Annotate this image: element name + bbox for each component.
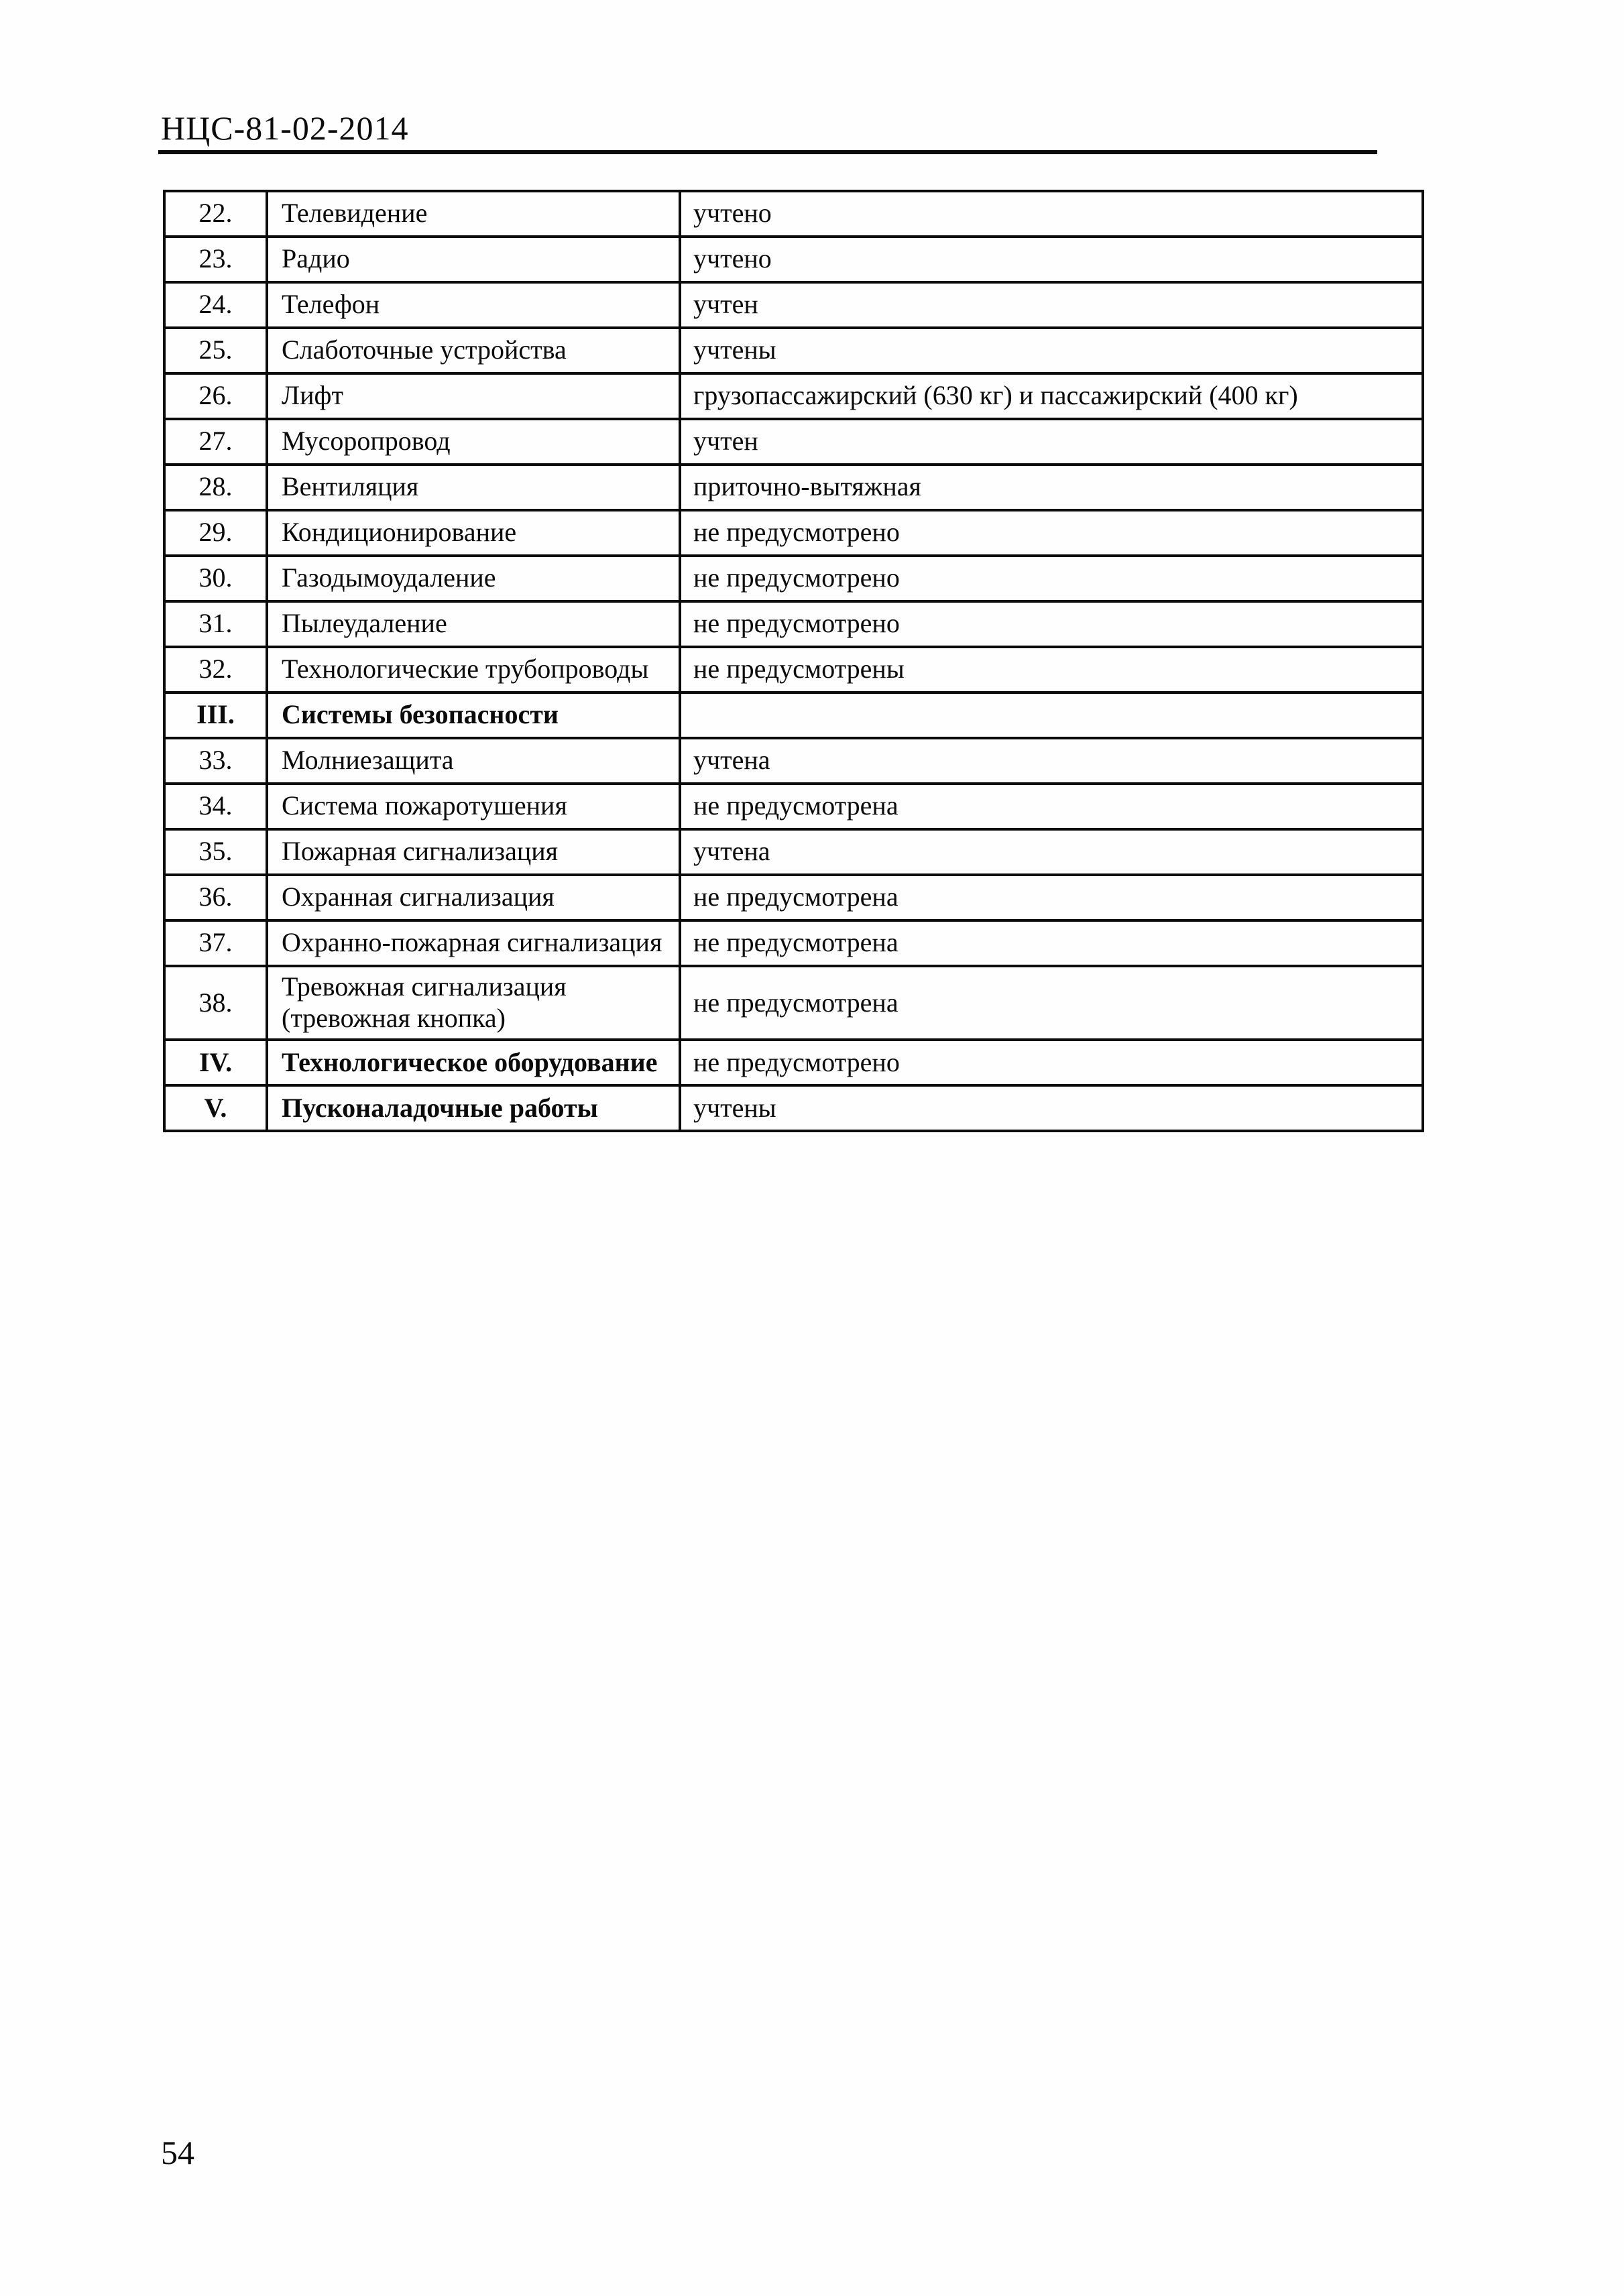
table-row bbox=[164, 601, 1423, 647]
row-value-cell: не предусмотрено bbox=[680, 601, 1423, 647]
table-row bbox=[164, 465, 1423, 510]
row-number-cell: 22. bbox=[164, 191, 267, 237]
table-row bbox=[164, 692, 1423, 738]
table-row bbox=[164, 647, 1423, 692]
table-row bbox=[164, 373, 1423, 419]
row-value-cell: грузопассажирский (630 кг) и пассажирский (400 кг) bbox=[680, 373, 1423, 419]
row-value-cell: учтена bbox=[680, 829, 1423, 875]
table-row bbox=[164, 966, 1423, 1040]
row-label-cell: Газодымоудаление bbox=[267, 556, 680, 601]
table-row bbox=[164, 920, 1423, 966]
table-row bbox=[164, 875, 1423, 920]
row-label-cell: Мусоропровод bbox=[267, 419, 680, 465]
row-value-cell: не предусмотрена bbox=[680, 875, 1423, 920]
row-number-cell: 35. bbox=[164, 829, 267, 875]
row-value-cell: учтен bbox=[680, 419, 1423, 465]
row-value-cell: не предусмотрены bbox=[680, 647, 1423, 692]
row-label-cell: Молниезащита bbox=[267, 738, 680, 784]
row-value-cell: приточно-вытяжная bbox=[680, 465, 1423, 510]
row-label-cell: Телефон bbox=[267, 282, 680, 328]
row-number-cell: 32. bbox=[164, 647, 267, 692]
row-value-cell: не предусмотрена bbox=[680, 966, 1423, 1040]
table-row bbox=[164, 1040, 1423, 1085]
row-label-cell: Пылеудаление bbox=[267, 601, 680, 647]
row-label-cell: Системы безопасности bbox=[267, 692, 680, 738]
row-value-cell: учтено bbox=[680, 191, 1423, 237]
row-label-cell: Охранно-пожарная сигнализация bbox=[267, 920, 680, 966]
row-number-cell: 38. bbox=[164, 966, 267, 1040]
row-number-cell: III. bbox=[164, 692, 267, 738]
row-number-cell: 36. bbox=[164, 875, 267, 920]
table-row bbox=[164, 829, 1423, 875]
spec-table-body bbox=[164, 191, 1423, 1131]
table-row bbox=[164, 328, 1423, 373]
row-label-cell: Лифт bbox=[267, 373, 680, 419]
row-value-cell: учтен bbox=[680, 282, 1423, 328]
row-value-cell bbox=[680, 692, 1423, 738]
table-row bbox=[164, 191, 1423, 237]
row-number-cell: 24. bbox=[164, 282, 267, 328]
row-value-cell: не предусмотрено bbox=[680, 1040, 1423, 1085]
row-label-cell: Кондиционирование bbox=[267, 510, 680, 556]
row-number-cell: 25. bbox=[164, 328, 267, 373]
row-label-cell: Тревожная сигнализация (тревожная кнопка) bbox=[267, 966, 680, 1040]
row-label-cell: Охранная сигнализация bbox=[267, 875, 680, 920]
row-number-cell: 37. bbox=[164, 920, 267, 966]
document-code-header: НЦС-81-02-2014 bbox=[161, 109, 409, 147]
row-label-cell: Радио bbox=[267, 237, 680, 282]
table-row bbox=[164, 237, 1423, 282]
row-number-cell: 23. bbox=[164, 237, 267, 282]
row-label-cell: Система пожаротушения bbox=[267, 784, 680, 829]
table-row bbox=[164, 738, 1423, 784]
row-label-cell: Слаботочные устройства bbox=[267, 328, 680, 373]
row-number-cell: 34. bbox=[164, 784, 267, 829]
row-value-cell: не предусмотрено bbox=[680, 556, 1423, 601]
table-row bbox=[164, 510, 1423, 556]
row-label-cell: Пожарная сигнализация bbox=[267, 829, 680, 875]
row-number-cell: 30. bbox=[164, 556, 267, 601]
row-label-cell: Пусконаладочные работы bbox=[267, 1085, 680, 1131]
page-number: 54 bbox=[161, 2134, 194, 2171]
row-value-cell: не предусмотрено bbox=[680, 510, 1423, 556]
table-row bbox=[164, 1085, 1423, 1131]
table-row bbox=[164, 419, 1423, 465]
table-row bbox=[164, 282, 1423, 328]
row-number-cell: 26. bbox=[164, 373, 267, 419]
row-number-cell: 28. bbox=[164, 465, 267, 510]
row-number-cell: 27. bbox=[164, 419, 267, 465]
row-label-cell: Технологическое оборудование bbox=[267, 1040, 680, 1085]
row-value-cell: не предусмотрена bbox=[680, 920, 1423, 966]
row-number-cell: 33. bbox=[164, 738, 267, 784]
table-row bbox=[164, 784, 1423, 829]
row-value-cell: учтены bbox=[680, 328, 1423, 373]
row-number-cell: 31. bbox=[164, 601, 267, 647]
table-row bbox=[164, 556, 1423, 601]
header-rule bbox=[158, 150, 1377, 154]
row-label-cell: Телевидение bbox=[267, 191, 680, 237]
row-value-cell: учтены bbox=[680, 1085, 1423, 1131]
row-value-cell: не предусмотрена bbox=[680, 784, 1423, 829]
row-value-cell: учтена bbox=[680, 738, 1423, 784]
row-value-cell: учтено bbox=[680, 237, 1423, 282]
row-label-cell: Технологические трубопроводы bbox=[267, 647, 680, 692]
row-number-cell: 29. bbox=[164, 510, 267, 556]
row-label-cell: Вентиляция bbox=[267, 465, 680, 510]
specifications-table bbox=[163, 190, 1424, 1132]
row-number-cell: V. bbox=[164, 1085, 267, 1131]
row-number-cell: IV. bbox=[164, 1040, 267, 1085]
